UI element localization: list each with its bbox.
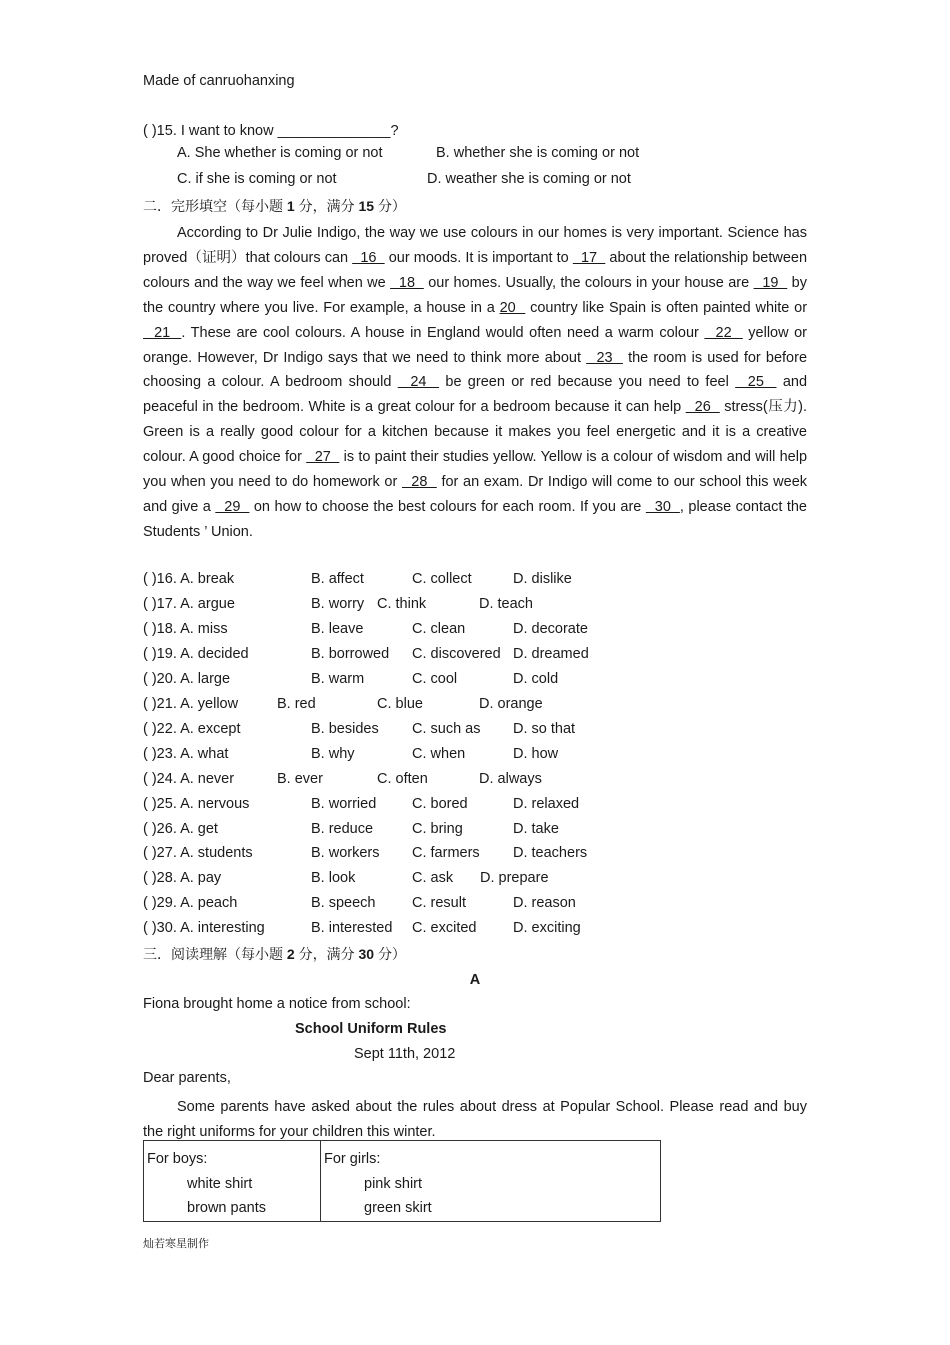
notice-title: School Uniform Rules [295, 1021, 447, 1037]
passage-text: our homes. Usually, the colours in your house are [428, 274, 750, 291]
section-2-mid: 分，满分 [298, 198, 355, 214]
question-row [143, 721, 803, 743]
question-number-option-a: ( )19. A. decided [143, 645, 249, 662]
boys-item: brown pants [187, 1200, 266, 1216]
section-2-heading [143, 196, 406, 216]
option-b: B. ever [277, 770, 323, 787]
boys-label: For boys: [147, 1151, 208, 1167]
option-b: B. red [277, 695, 316, 712]
option-b: B. speech [311, 895, 376, 912]
blank-27: 27 [306, 449, 340, 466]
option-c: C. often [377, 770, 428, 787]
passage-text: the room is used for before choosing a colour. A bedroom should [143, 349, 808, 391]
q15-option-a: A. She whether is coming or not [177, 145, 383, 161]
option-c: C. clean [412, 620, 466, 637]
question-number-option-a: ( )17. A. argue [143, 595, 235, 612]
section-2-num1: 1 [286, 198, 295, 214]
option-d: D. take [513, 820, 559, 837]
option-c: C. excited [412, 920, 477, 937]
option-d: D. how [513, 745, 559, 762]
option-b: B. why [311, 745, 355, 762]
passage-text: on how to choose the best colours for each room. If you are [253, 498, 642, 515]
option-c: C. discovered [412, 645, 501, 662]
option-c: C. ask [412, 870, 454, 887]
blank-19: 19 [753, 274, 788, 291]
question-number-option-a: ( )26. A. get [143, 820, 218, 837]
notice-date: Sept 11th, 2012 [354, 1046, 456, 1062]
option-d: D. orange [479, 695, 543, 712]
option-d: D. reason [513, 895, 576, 912]
question-row [143, 771, 803, 793]
question-number-option-a: ( )24. A. never [143, 770, 235, 787]
passage-text: our moods. It is important to [388, 249, 569, 266]
passage-text: , please contact the Students ’ Union. [143, 498, 807, 540]
question-row [143, 671, 803, 693]
section-3-suffix: 分） [377, 946, 406, 962]
option-c: C. cool [412, 670, 458, 687]
option-c: C. bored [412, 795, 468, 812]
option-c: C. such as [412, 720, 481, 737]
question-row [143, 621, 803, 643]
reading-intro: Fiona brought home a notice from school: [143, 996, 411, 1012]
girls-column [321, 1141, 661, 1222]
girls-item: pink shirt [364, 1175, 423, 1192]
blank-20: 20 [499, 299, 526, 316]
question-row [143, 920, 803, 942]
notice-body-text: Some parents have asked about the rules about dress at Popular School. Please read and buy the right uniforms for your children this winter. [143, 1099, 807, 1140]
section-3-prefix: 三．阅读理解（每小题 [143, 946, 283, 962]
option-b: B. worried [311, 795, 377, 812]
option-d: D. prepare [480, 870, 549, 887]
question-row [143, 895, 803, 917]
blank-28: 28 [401, 474, 437, 491]
option-d: D. dislike [513, 571, 572, 587]
passage-text: yellow or orange. However, Dr Indigo says that we need to think more about [143, 324, 808, 366]
option-b: B. interested [311, 920, 393, 937]
option-c: C. result [412, 895, 466, 912]
passage-text: by the country where you live. For example, a house in a [143, 274, 807, 316]
option-b: B. reduce [311, 820, 374, 837]
page-footer: 灿若寒星制作 [143, 1238, 209, 1250]
blank-30: 30 [645, 498, 680, 515]
girls-item: green skirt [364, 1200, 432, 1216]
option-c: C. bring [412, 820, 463, 837]
section-3-num1: 2 [286, 946, 295, 962]
option-b: B. besides [311, 720, 379, 737]
page-header: Made of canruohanxing [143, 73, 295, 89]
question-row [143, 821, 803, 843]
option-b: B. warm [311, 670, 365, 687]
option-b: B. worry [311, 595, 365, 612]
option-d: D. exciting [513, 920, 581, 937]
option-b: B. workers [311, 845, 380, 862]
question-row [143, 746, 803, 768]
blank-25: 25 [735, 374, 777, 391]
question-row [143, 596, 803, 618]
q15-option-b: B. whether she is coming or not [436, 145, 640, 161]
question-number-option-a: ( )16. A. break [143, 571, 235, 587]
question-row [143, 646, 803, 668]
question-number-option-a: ( )22. A. except [143, 720, 241, 737]
passage-text: is to paint their studies yellow. Yellow is a colour of wisdom and will help you when you need to do homework or [143, 449, 808, 491]
blank-26: 26 [685, 399, 720, 416]
section-2-suffix: 分） [377, 198, 406, 214]
question-number-option-a: ( )23. A. what [143, 745, 229, 762]
option-c: C. farmers [412, 845, 480, 862]
passage-text: and peaceful in the bedroom. White is a great colour for a bedroom because it can help [143, 374, 808, 416]
uniform-table [143, 1140, 661, 1222]
blank-29: 29 [215, 498, 250, 515]
option-b: B. look [311, 870, 356, 887]
passage-text: for an exam. Dr Indigo will come to our school this week and give a [143, 474, 808, 515]
section-3-heading [143, 944, 406, 964]
passage-text: be green or red because you need to feel [445, 374, 729, 391]
question-number-option-a: ( )18. A. miss [143, 620, 228, 637]
passage-text: According to Dr Julie Indigo, the way we use colours in our homes is very important. Science has proved（证明）that colours can [143, 225, 807, 266]
boys-item: white shirt [187, 1175, 253, 1192]
option-d: D. dreamed [513, 645, 589, 662]
section-3-mid: 分，满分 [298, 946, 355, 962]
girls-label: For girls: [324, 1151, 381, 1167]
section-2-num2: 15 [358, 198, 375, 214]
section-2-prefix: 二．完形填空（每小题 [143, 198, 283, 214]
passage-text: about the relationship between colours and the way we feel when we [143, 249, 808, 291]
option-d: D. so that [513, 720, 576, 737]
question-row [143, 696, 803, 718]
question-row [143, 796, 803, 818]
option-b: B. leave [311, 620, 364, 637]
option-d: D. cold [513, 670, 559, 687]
question-number-option-a: ( )29. A. peach [143, 895, 238, 912]
passage-text: stress(压力). Green is a really good colour for a kitchen because it makes you feel energetic and it is a creative colour. A good choice for [143, 399, 808, 466]
option-d: D. relaxed [513, 795, 580, 812]
question-row [143, 845, 803, 867]
blank-21: 21 [143, 324, 182, 341]
question-number-option-a: ( )27. A. students [143, 845, 253, 862]
question-number-option-a: ( )30. A. interesting [143, 920, 265, 937]
passage-text: . These are cool colours. A house in England would often need a warm colour [181, 324, 699, 341]
cloze-passage [143, 221, 807, 545]
notice-body [143, 1095, 807, 1144]
blank-16: 16 [352, 249, 385, 266]
q15-option-c: C. if she is coming or not [177, 171, 337, 187]
option-d: D. teach [479, 595, 533, 612]
passage-text: country like Spain is often painted white or [530, 299, 808, 316]
question-number-option-a: ( )20. A. large [143, 670, 231, 687]
section-3-num2: 30 [358, 946, 375, 962]
option-d: D. teachers [513, 845, 588, 862]
notice-greeting: Dear parents, [143, 1070, 231, 1086]
question-number-option-a: ( )25. A. nervous [143, 795, 250, 812]
option-b: B. borrowed [311, 645, 390, 662]
option-c: C. when [412, 745, 466, 762]
blank-24: 24 [397, 374, 440, 391]
q15-option-d: D. weather she is coming or not [427, 171, 631, 187]
option-c: C. think [377, 595, 427, 612]
option-c: C. collect [412, 571, 472, 587]
question-row [143, 870, 803, 892]
boys-column [144, 1141, 321, 1222]
blank-17: 17 [572, 249, 606, 266]
option-c: C. blue [377, 695, 423, 712]
option-b: B. affect [311, 571, 364, 587]
question-15-stem: ( )15. I want to know ______________? [143, 123, 399, 139]
blank-22: 22 [704, 324, 743, 341]
question-number-option-a: ( )28. A. pay [143, 870, 222, 887]
question-row [143, 571, 803, 593]
reading-label: A [469, 972, 481, 988]
blank-18: 18 [390, 274, 424, 291]
option-d: D. decorate [513, 620, 588, 637]
option-d: D. always [479, 770, 542, 787]
question-number-option-a: ( )21. A. yellow [143, 695, 239, 712]
blank-23: 23 [586, 349, 623, 366]
